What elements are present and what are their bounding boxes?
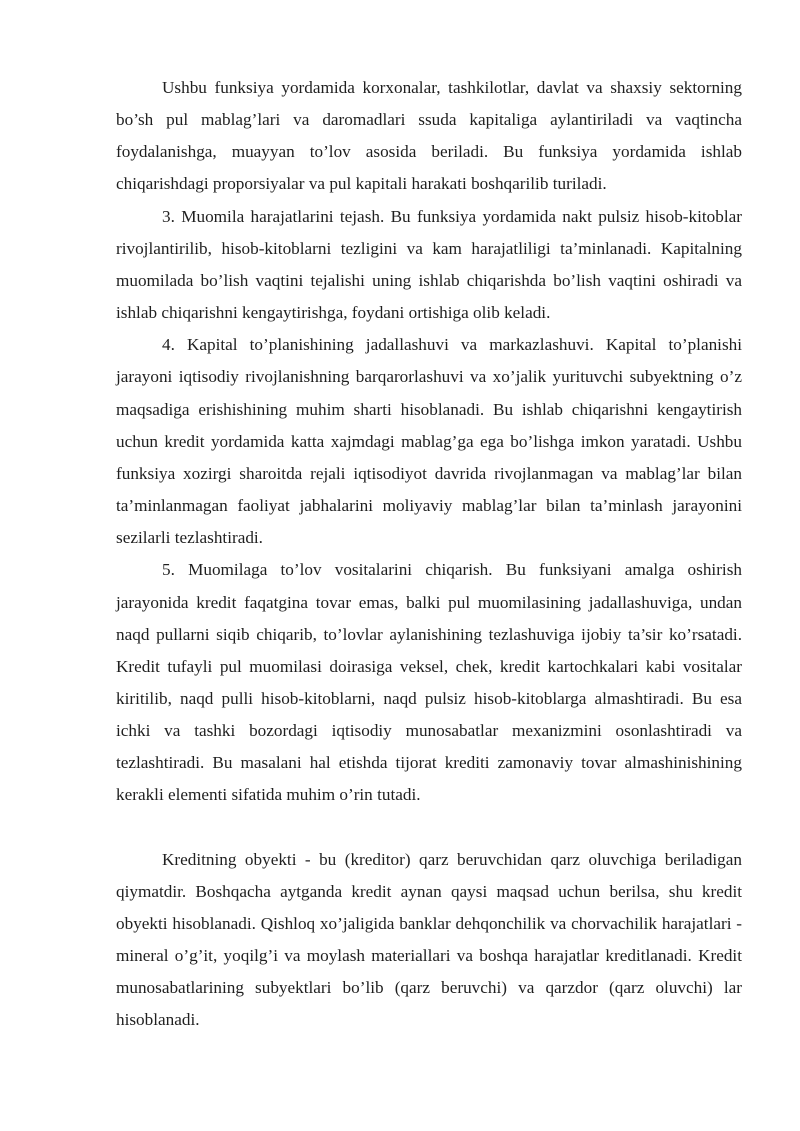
paragraph-credit-function-intro: Ushbu funksiya yordamida korxonalar, tashkilotlar, davlat va shaxsiy sektorning bo’sh pul mablag’lari va daromadlari ssuda kapitaliga aylantiriladi va vaqtincha foydalanishga, muayyan to’lov asosida beriladi. Bu funksiya yordamida ishlab chiqarishdagi proporsiyalar va pul kapitali harakati boshqarilib turiladi. — [116, 78, 742, 194]
paragraph-credit-object: Kreditning obyekti - bu (kreditor) qarz beruvchidan qarz oluvchiga beriladigan qiymatdir. Boshqacha aytganda kredit aynan qaysi maqsad uchun berilsa, shu kredit obyekti hisoblanadi. Qishloq xo’jaligida banklar dehqonchilik va chorvachilik harajatlari - mineral o’g’it, yoqilg’i va moylash materiallari va boshqa harajatlar kreditlanadi. Kredit munosabatlarining subyektlari bo’lib (qarz beruvchi) va qarzdor (qarz oluvchi) lar hisoblanadi. — [116, 849, 742, 1030]
document-page — [116, 72, 742, 1037]
paragraph-capital-accumulation: 4. Kapital to’planishining jadallashuvi va markazlashuvi. Kapital to’planishi jarayoni iqtisodiy rivojlanishning barqarorlashuvi va xo’jalik yurituvchi subyektning o’z maqsadiga erishishining muhim sharti hisoblanadi. Bu ishlab chiqarishni kengaytirish uchun kredit yordamida katta xajmdagi mablag’ga ega bo’lishga imkon yaratadi. Ushbu funksiya xozirgi sharoitda rejali iqtisodiyot davrida rivojlanmagan va mablag’lar bilan ta’minlanmagan faoliyat jabhalarini moliyaviy mablag’lar bilan ta’minlash jarayonini sezilarli tezlashtiradi. — [116, 335, 742, 548]
paragraph-circulation-costs: 3. Muomila harajatlarini tejash. Bu funksiya yordamida nakt pulsiz hisob-kitoblar rivojlantirilib, hisob-kitoblarni tezligini va kam harajatliligi ta’minlanadi. Kapitalning muomilada bo’lish vaqtini tejalishi uning ishlab chiqarishda bo’lish vaqtini oshiradi va ishlab chiqarishni kengaytirishga, foydani ortishiga olib keladi. — [116, 206, 742, 323]
paragraph-payment-instruments: 5. Muomilaga to’lov vositalarini chiqarish. Bu funksiyani amalga oshirish jarayonida kredit faqatgina tovar emas, balki pul muomilasining jadallashuviga, undan naqd pullarni siqib chiqarib, to’lovlar aylanishining tezlashuviga ijobiy ta’sir ko’rsatadi. Kredit tufayli pul muomilasi doirasiga veksel, chek, kredit kartochkalari kabi vositalar kiritilib, naqd pulli hisob-kitoblarni, naqd pulsiz hisob-kitoblarga almashtiradi. Bu esa ichki va tashki bozordagi iqtisodiy munosabatlar mexanizmini osonlashtiradi va tezlashtiradi. Bu masalani hal etishda tijorat krediti zamonaviy tovar almashinishining kerakli elementi sifatida muhim o’rin tutadi. — [116, 560, 742, 805]
paragraph-spacer — [116, 812, 742, 844]
